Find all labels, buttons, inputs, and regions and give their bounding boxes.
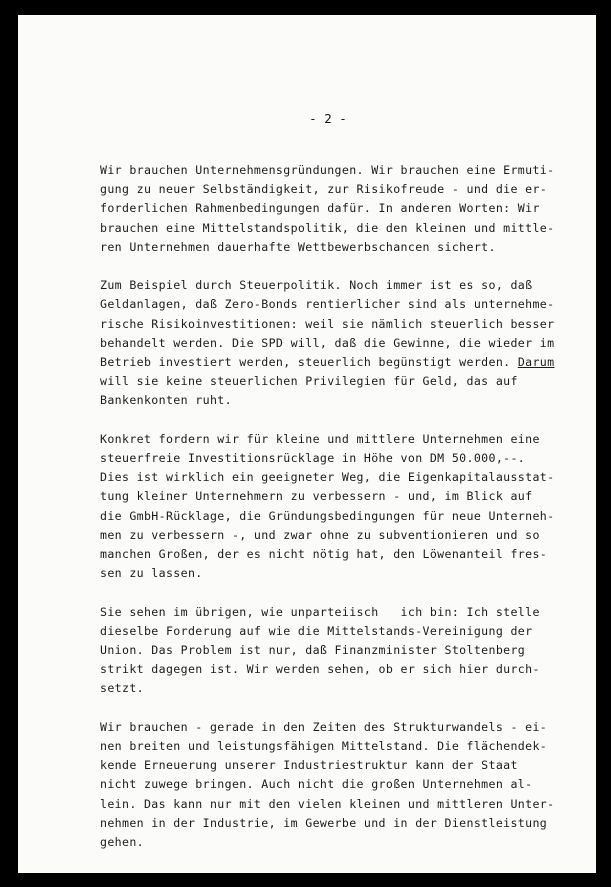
text-line: tung kleiner Unternehmern zu verbessern - und, im Blick auf (100, 489, 533, 504)
text-line: Union. Das Problem ist nur, daß Finanzminister Stoltenberg (100, 643, 526, 658)
text-line: nicht zuwege bringen. Auch nicht die großen Unternehmen al- (100, 777, 533, 792)
paragraph (100, 276, 570, 410)
text-line: rische Risikoinvestitionen: weil sie nämlich steuerlich besser (100, 316, 555, 331)
text-line: manchen Großen, der es nicht nötig hat, den Löwenanteil fres- (100, 547, 548, 562)
text-line (100, 353, 570, 372)
text-line: behandelt werden. Die SPD will, daß die Gewinne, die wieder im (100, 335, 555, 350)
text-line: will sie keine steuerlichen Privilegien für Geld, das auf (100, 374, 518, 389)
text-line: strikt dagegen ist. Wir werden sehen, ob er sich hier durch- (100, 662, 540, 677)
text-line: Konkret fordern wir für kleine und mittlere Unternehmen eine (100, 431, 540, 446)
text-line: forderlichen Rahmenbedingungen dafür. In anderen Worten: Wir (100, 201, 540, 216)
text-line: Sie sehen im übrigen, wie unparteiisch ich bin: Ich stelle (100, 604, 540, 619)
paragraph (100, 718, 570, 852)
text-line: kende Erneuerung unserer Industriestruktur kann der Staat (100, 758, 518, 773)
text-line: ren Unternehmen dauerhafte Wettbewerbschancen sichert. (100, 239, 496, 254)
text-line: nen breiten und leistungsfähigen Mittelstand. Die flächendek- (100, 739, 548, 754)
text-line: dieselbe Forderung auf wie die Mittelstands-Vereinigung der (100, 623, 533, 638)
text-line-part: Betrieb investiert werden, steuerlich begünstigt werden. (100, 355, 518, 370)
text-line: sen zu lassen. (100, 566, 203, 581)
text-line: die GmbH-Rücklage, die Gründungsbedingungen für neue Unterneh- (100, 508, 555, 523)
text-line: setzt. (100, 681, 144, 696)
text-line: Bankenkonten ruht. (100, 393, 232, 408)
document-page (18, 15, 596, 873)
text-line: brauchen eine Mittelstandspolitik, die den kleinen und mittle- (100, 220, 555, 235)
text-line: Wir brauchen - gerade in den Zeiten des Strukturwandels - ei- (100, 719, 548, 734)
text-line: lein. Das kann nur mit den vielen kleinen und mittleren Unter- (100, 796, 555, 811)
text-line: Zum Beispiel durch Steuerpolitik. Noch immer ist es so, daß (100, 278, 533, 293)
underlined-word: Darum (517, 355, 555, 370)
text-line: Wir brauchen Unternehmensgründungen. Wir brauchen eine Ermuti- (100, 163, 555, 177)
text-line: men zu verbessern -, und zwar ohne zu subventionieren und so (100, 527, 540, 542)
body-text (100, 161, 570, 871)
paragraph (100, 430, 570, 584)
text-line: steuerfreie Investitionsrücklage in Höhe von DM 50.000,--. (100, 451, 526, 466)
text-line: Dies ist wirklich ein geeigneter Weg, die Eigenkapitalausstat- (100, 470, 555, 485)
text-line: gehen. (100, 835, 144, 850)
page-number: - 2 - (309, 111, 347, 126)
paragraph (100, 603, 570, 699)
text-line: nehmen in der Industrie, im Gewerbe und in der Dienstleistung (100, 815, 548, 830)
paragraph (100, 161, 570, 257)
text-line: gung zu neuer Selbständigkeit, zur Risikofreude - und die er- (100, 182, 548, 197)
text-line: Geldanlagen, daß Zero-Bonds rentierlicher sind als unternehme- (100, 297, 555, 312)
